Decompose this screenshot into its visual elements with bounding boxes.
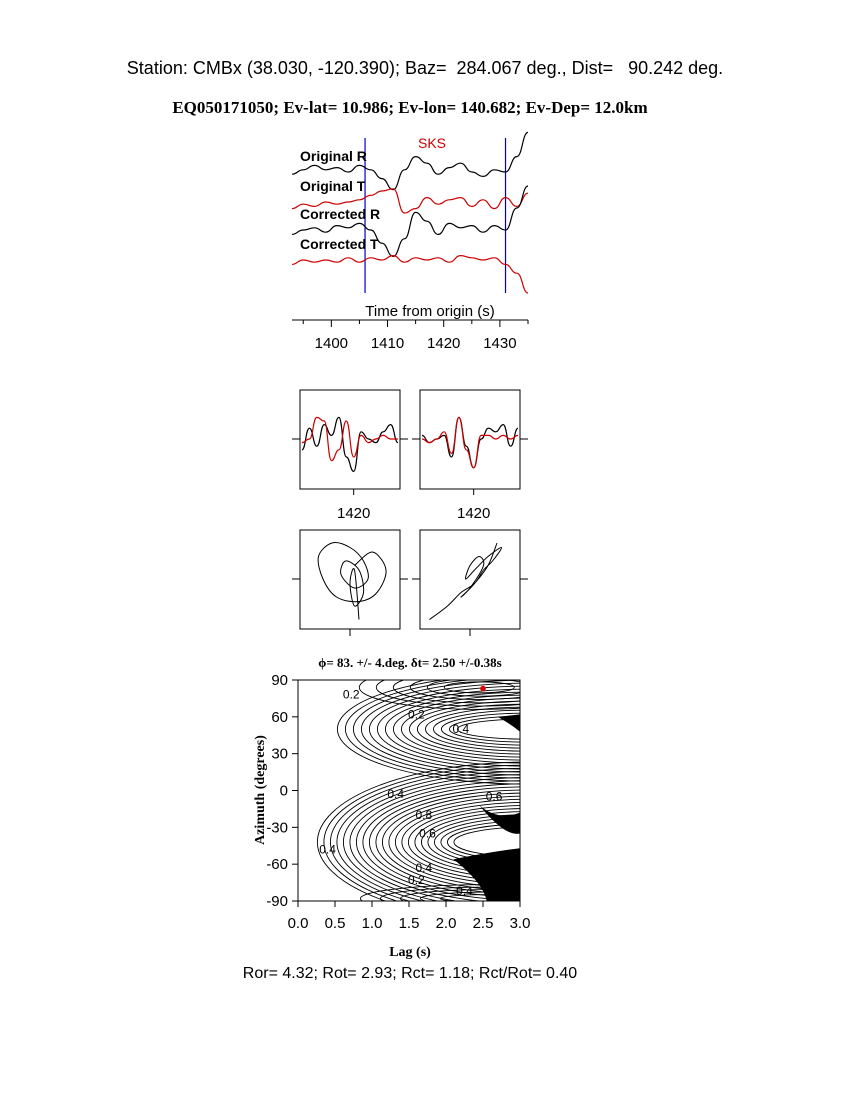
- phase-label: SKS: [417, 135, 447, 151]
- contour-label: 0.4: [387, 787, 405, 802]
- seismogram-trace: [292, 256, 528, 293]
- seismogram-trace-label: Original R: [300, 148, 367, 164]
- contour-label: 0.4: [415, 860, 433, 875]
- seismogram-tick-label: 1400: [314, 335, 349, 352]
- contour-label: 0.6: [419, 826, 436, 841]
- waveform-trace: [302, 417, 398, 471]
- contour-x-tick-label: 1.0: [361, 915, 383, 932]
- contour-title: ϕ= 83. +/- 4.deg. δt= 2.50 +/-0.38s: [318, 655, 502, 670]
- contour-y-tick-label: 0: [279, 782, 288, 800]
- contour-x-tick-label: 2.5: [472, 915, 494, 932]
- contour-x-tick-label: 2.0: [435, 915, 457, 932]
- seismogram-tick-label: 1430: [483, 335, 517, 352]
- event-info: EQ050171050; Ev-lat= 10.986; Ev-lon= 140.682; Ev-Dep= 12.0km: [172, 98, 648, 117]
- waveform-tick-label: 1420: [337, 505, 371, 522]
- particle-motion-trace: [430, 543, 502, 620]
- seismogram-tick-label: 1410: [370, 335, 405, 352]
- contour-x-tick-label: 1.5: [398, 915, 420, 932]
- contour-y-tick-label: 60: [271, 708, 288, 726]
- waveform-tick-label: 1420: [457, 505, 491, 522]
- contour-xlabel: Lag (s): [389, 945, 431, 960]
- particle-motion-trace: [318, 543, 386, 620]
- contour-label: 0.8: [415, 808, 433, 823]
- contour-y-tick-label: -30: [266, 819, 288, 837]
- contour-x-tick-label: 3.0: [509, 915, 531, 932]
- contour-ylabel: Azimuth (degrees): [253, 735, 268, 845]
- waveform-trace: [302, 417, 398, 460]
- contour-y-tick-label: 90: [271, 672, 288, 689]
- contour-label: 0.4: [456, 884, 473, 899]
- contour-x-tick-label: 0.0: [287, 915, 309, 932]
- contour-y-tick-label: -90: [266, 893, 288, 910]
- contour-label: 0.2: [408, 707, 425, 722]
- contour-y-tick-label: -60: [266, 856, 288, 874]
- seismogram-panel: [292, 132, 528, 352]
- seismogram-trace-label: Original T: [300, 178, 366, 194]
- seismogram-tick-label: 1420: [427, 335, 461, 352]
- contour-x-tick-label: 0.5: [324, 915, 346, 932]
- particle-motion-box-corrected: [420, 530, 520, 629]
- station-info: Station: CMBx (38.030, -120.390); Baz= 284.067 deg., Dist= 90.242 deg.: [126, 58, 724, 78]
- contour-label: 0.4: [452, 722, 470, 737]
- contour-label: 0.2: [408, 873, 425, 888]
- best-fit-marker: [480, 686, 486, 692]
- contour-label: 0.4: [319, 842, 336, 857]
- seismogram-trace-label: Corrected R: [300, 206, 381, 222]
- ratio-summary: Ror= 4.32; Rot= 2.93; Rct= 1.18; Rct/Rot= 0.40: [242, 965, 578, 982]
- contour-label: 0.2: [342, 687, 360, 702]
- seismogram-trace-label: Corrected T: [300, 236, 379, 252]
- contour-label: 0.6: [485, 789, 503, 804]
- contour-y-tick-label: 30: [271, 745, 288, 763]
- seismogram-xlabel: Time from origin (s): [365, 303, 495, 320]
